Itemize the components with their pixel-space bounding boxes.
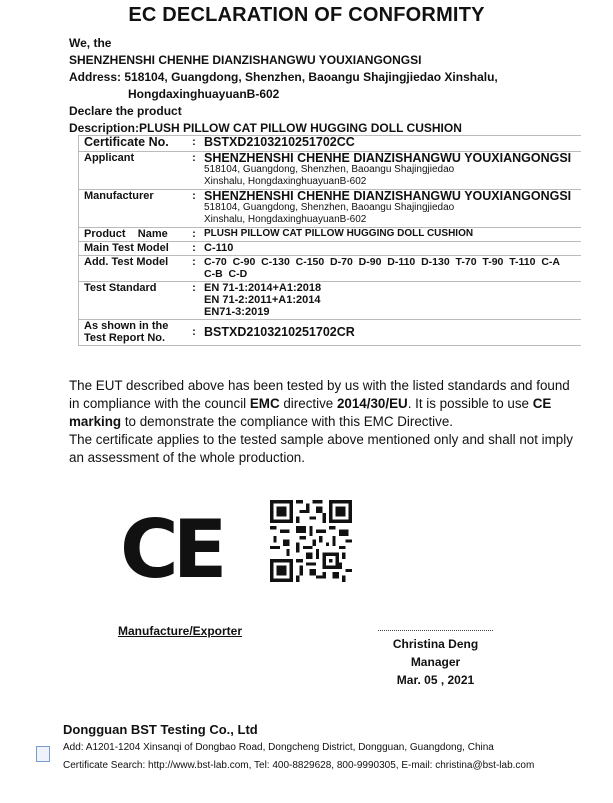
manufacture-exporter-label: Manufacture/Exporter [118,624,243,638]
colon: : [184,320,204,346]
we-label: We, the [69,36,112,50]
row-label: Main Test Model [79,242,185,256]
manufacturer-address-1: 518104, Guangdong, Shenzhen, Baoangu Shajingjiedao [204,202,455,213]
table-row [79,228,582,242]
address-line-1 [69,70,498,84]
colon: : [184,136,204,152]
para-directive: 2014/30/EU [336,396,408,411]
sign-date: Mar. 05 , 2021 [396,673,475,687]
para-emc: EMC [249,396,280,411]
footer-search: Certificate Search: http://www.bst-lab.com, Tel: 400-8829628, 800-9990305, E-mail: christina@bst-lab.com [63,760,535,771]
row-label: Test Standard [79,282,185,320]
para-text: . It is possible to use [407,396,533,411]
manufacturer-address-2: Xinshalu, HongdaxinghuayuanB-602 [204,214,367,225]
address-label: Address: [69,70,122,84]
manufacturer-value [204,190,581,228]
row-label-line-1: As shown in the [84,320,169,332]
add-models-line-2: C-B C-D [204,268,248,280]
row-label: Certificate No. [79,136,185,152]
test-report-number: BSTXD2103210251702CR [204,320,581,346]
table-row [79,242,582,256]
row-label [79,320,185,346]
footer-company: Dongguan BST Testing Co., Ltd [63,722,258,737]
para-text: to demonstrate the compliance with this EMC Directive. [121,414,454,429]
scope-paragraph: The certificate applies to the tested sample above mentioned only and shall not imply an assessment of the whole production. [69,432,573,465]
colon: : [184,228,204,242]
row-label: Product Name [79,228,185,242]
table-row [79,320,582,346]
product-name-value: PLUSH PILLOW CAT PILLOW HUGGING DOLL CUSHION [204,228,581,242]
ce-mark: CE [120,503,222,596]
document-title: EC DECLARATION OF CONFORMITY [128,4,485,26]
table-row [79,190,582,228]
row-label: Applicant [79,152,185,190]
colon: : [184,152,204,190]
para-text: directive [279,396,337,411]
table-row [79,136,582,152]
table-row [79,256,582,282]
product-description: Description:PLUSH PILLOW CAT PILLOW HUGGING DOLL CUSHION [69,121,462,135]
address-line-2: HongdaxinghuayuanB-602 [128,87,280,101]
colon: : [184,242,204,256]
standard-1: EN 71-1:2014+A1:2018 [204,282,322,294]
row-label-line-2: Test Report No. [84,332,166,344]
add-test-model-value [204,256,581,282]
table-row [79,152,582,190]
applicant-name: SHENZHENSHI CHENHE DIANZISHANGWU YOUXIANGONGSI [204,151,572,165]
colon: : [184,256,204,282]
standard-2: EN 71-2:2011+A1:2014 [204,294,321,306]
row-label: Add. Test Model [79,256,185,282]
add-models-line-1: C-70 C-90 C-130 C-150 D-70 D-90 D-110 D-130 T-70 T-90 T-110 C-A [204,256,560,268]
manufacturer-name: SHENZHENSHI CHENHE DIANZISHANGWU YOUXIANGONGSI [204,189,572,203]
footer-address: Add: A1201-1204 Xinsanqi of Dongbao Road, Dongcheng District, Dongguan, Guangdong, China [63,742,494,753]
company-name: SHENZHENSHI CHENHE DIANZISHANGWU YOUXIANGONGSI [69,53,422,67]
test-standard-value [204,282,581,320]
document-icon [36,746,50,762]
para-text: The EUT described above has been tested by us with the listed standards and found in compliance with the council [69,378,570,411]
address-value-1: 518104, Guangdong, Shenzhen, Baoangu Shajingjiedao Xinshalu, [124,70,498,84]
applicant-address-1: 518104, Guangdong, Shenzhen, Baoangu Shajingjiedao [204,164,455,175]
applicant-value [204,152,581,190]
qr-code-image [270,500,352,582]
main-test-model-value: C-110 [204,242,581,256]
applicant-address-2: Xinshalu, HongdaxinghuayuanB-602 [204,176,367,187]
colon: : [184,190,204,228]
signer-title: Manager [410,655,461,669]
declare-label: Declare the product [69,104,182,118]
para-ce-marking: CE marking [69,396,552,429]
certificate-table [78,135,581,346]
compliance-paragraph [69,377,579,431]
colon: : [184,282,204,320]
standard-3: EN71-3:2019 [204,306,270,318]
row-label: Manufacturer [79,190,185,228]
signer-name: Christina Deng [392,637,479,651]
certificate-number: BSTXD2103210251702CC [204,136,581,152]
signature-line [378,630,493,631]
table-row [79,282,582,320]
